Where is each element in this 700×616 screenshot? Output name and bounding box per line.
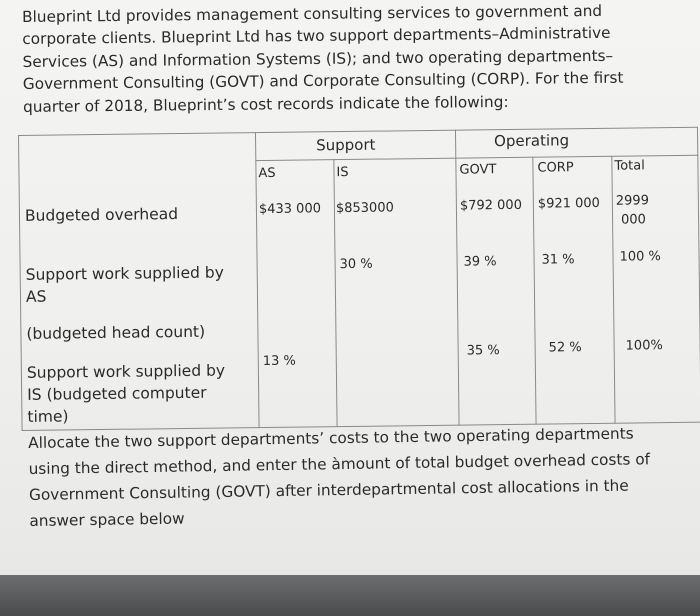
- col-header-is: IS: [336, 164, 349, 181]
- cell-total-overhead: 000: [620, 212, 647, 228]
- intro-line: corporate clients. Blueprint Ltd has two support departments–Administrative: [22, 24, 611, 49]
- cell-govt-is-share: 35 %: [466, 343, 500, 359]
- cell-govt-as-share: 39 %: [463, 254, 497, 270]
- cell-total-overhead: 2999: [615, 193, 650, 209]
- cell-corp-overhead: $921 000: [537, 195, 601, 212]
- cell-is-overhead: $853000: [335, 200, 394, 217]
- question-line: Allocate the two support departments’ costs to the two operating departments: [28, 424, 634, 452]
- intro-line: Services (AS) and Information Systems (IS); and two operating departments–: [22, 46, 614, 71]
- cell-as-is-share: 13 %: [262, 353, 296, 370]
- problem-intro: [22, 0, 673, 118]
- header-support: Support: [316, 135, 376, 155]
- row-label-line: (budgeted head count): [26, 322, 206, 343]
- col-header-total: Total: [614, 158, 645, 174]
- cell-is-as-share: 30 %: [339, 256, 373, 273]
- col-header-as: AS: [258, 165, 276, 182]
- header-operating: Operating: [494, 131, 570, 151]
- col-header-govt: GOVT: [459, 162, 497, 178]
- row-label-line: IS (budgeted computer: [27, 383, 207, 404]
- row-label-as-support: [26, 261, 225, 344]
- intro-line: Blueprint Ltd provides management consulting services to government and: [22, 1, 603, 26]
- table-border-top: [18, 127, 698, 136]
- table-border-left: [18, 135, 23, 431]
- question-line: answer space below: [29, 509, 185, 530]
- screen-bottom-edge: [0, 575, 700, 616]
- cell-total-as-share: 100 %: [619, 249, 661, 265]
- question-line: Government Consulting (GOVT) after interdepartmental cost allocations in the: [28, 476, 629, 504]
- row-label-line: Support work supplied by: [26, 361, 226, 382]
- row-label-line: Support work supplied by: [25, 263, 224, 284]
- intro-line: Government Consulting (GOVT) and Corporate Consulting (CORP). For the first: [22, 68, 624, 94]
- table-col-divider: [333, 159, 337, 427]
- question-line: using the direct method, and enter the àmount of total budget overhead costs of: [28, 450, 651, 478]
- cell-as-overhead: $433 000: [258, 201, 322, 218]
- col-header-corp: CORP: [537, 160, 574, 176]
- cell-total-is-share: 100%: [625, 338, 663, 354]
- table-col-divider: [532, 157, 536, 425]
- cell-govt-overhead: $792 000: [459, 197, 523, 214]
- row-label-line: time): [27, 407, 69, 426]
- row-label-line: AS: [25, 287, 47, 306]
- cell-corp-is-share: 52 %: [548, 340, 582, 356]
- intro-line: quarter of 2018, Blueprint’s cost records indicate the following:: [22, 92, 509, 116]
- cost-table: [18, 127, 700, 431]
- question-text: [28, 419, 700, 534]
- cell-corp-as-share: 31 %: [541, 252, 575, 268]
- row-label-is-support: [27, 359, 226, 427]
- row-label-budgeted-overhead: Budgeted overhead: [24, 205, 179, 225]
